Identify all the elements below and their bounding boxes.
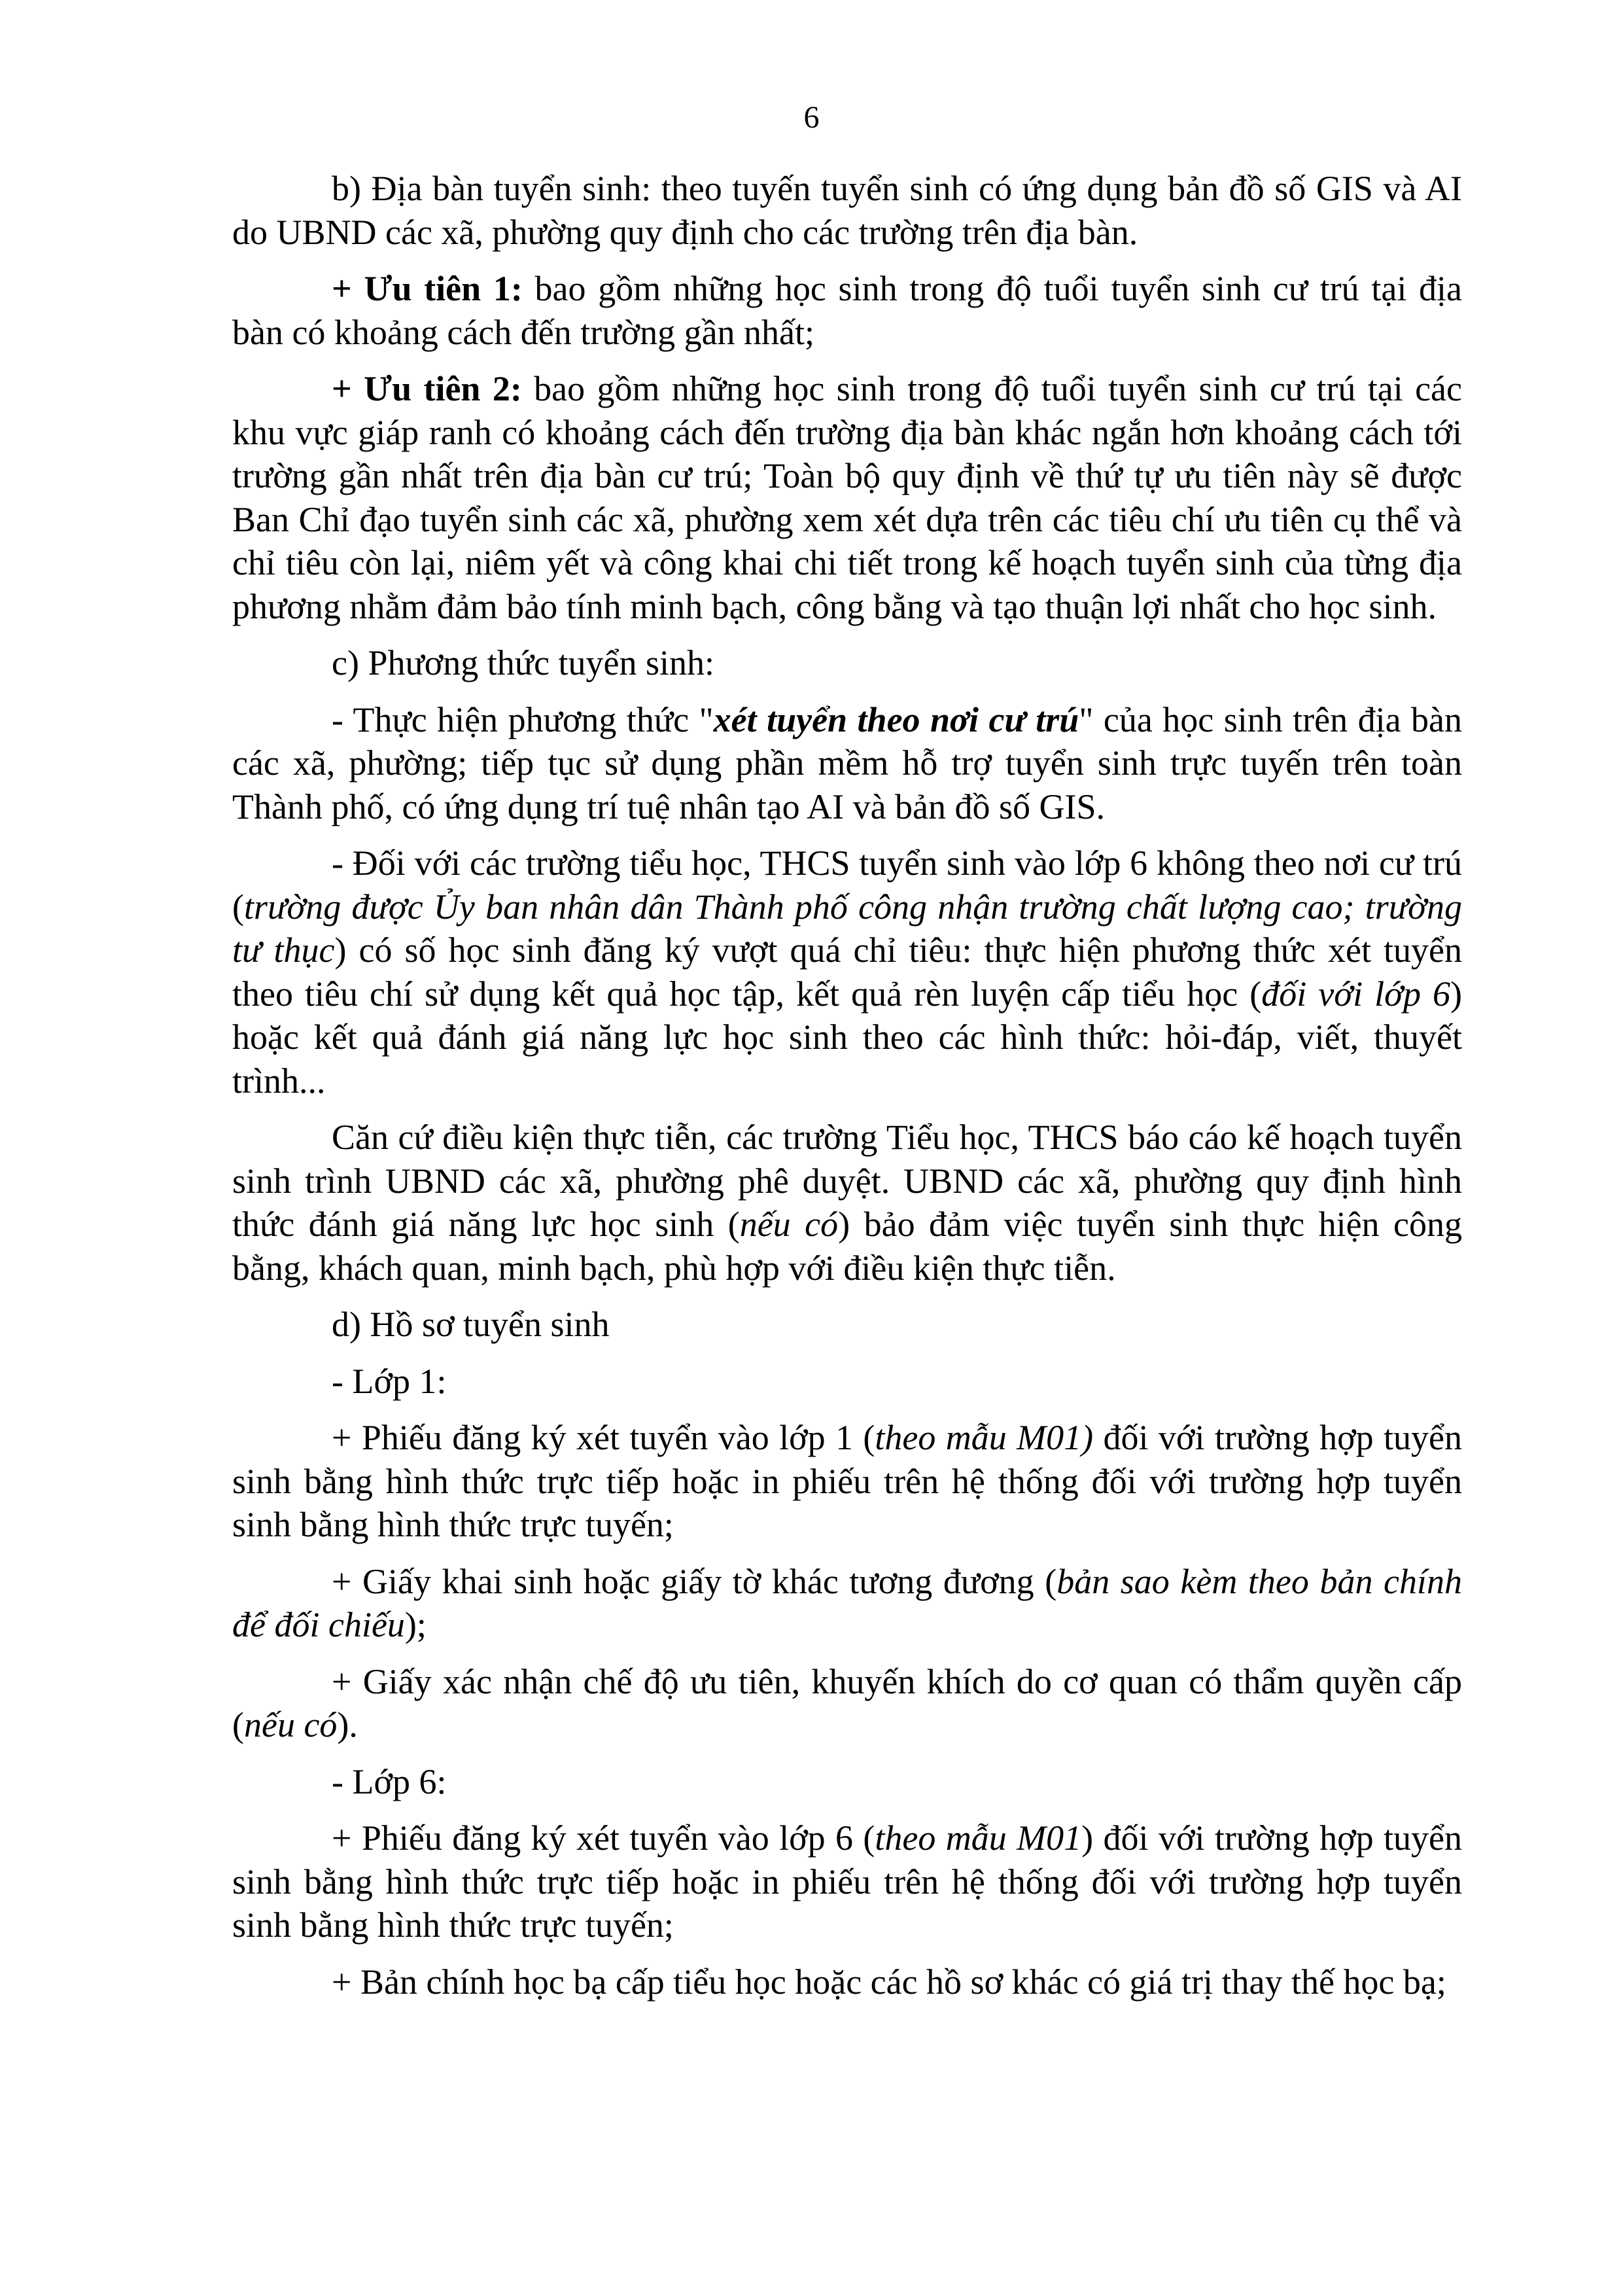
paragraph-text: đối với trường hợp tuyển sinh bằng hình thức trực tiếp hoặc in phiếu trên hệ thống đối với trường hợp tuyển sinh bằng hình thức trực tuyến; [232,1418,1462,1544]
paragraph-text: + Giấy khai sinh hoặc giấy tờ khác tương đương ( [332,1561,1057,1601]
paragraph [232,1116,1462,1290]
emphasized-text: + Ưu tiên 2: [332,369,522,408]
paragraph-text: Căn cứ điều kiện thực tiễn, các trường Tiểu học, THCS báo cáo kế hoạch tuyển sinh trình UBND các xã, phường phê duyệt. UBND các xã, phường quy định hình thức đánh giá năng lực học sinh ( [232,1118,1462,1244]
paragraph [232,1416,1462,1547]
paragraph [232,1816,1462,1947]
paragraph-text: " của học sinh trên địa bàn các xã, phường; tiếp tục sử dụng phần mềm hỗ trợ tuyển sinh trực tuyến trên toàn Thành phố, có ứng dụng trí tuệ nhân tạo AI và bản đồ số GIS. [232,699,1462,826]
italic-text: theo mẫu M01) [875,1418,1094,1457]
paragraph [232,641,1462,685]
paragraph-text: ); [404,1605,427,1644]
paragraph-text: c) Phương thức tuyển sinh: [332,643,715,682]
paragraph-text: d) Hồ sơ tuyển sinh [332,1305,610,1344]
paragraph [232,698,1462,829]
page-number: 6 [803,100,820,135]
paragraph-text: - Thực hiện phương thức " [332,699,714,739]
paragraph-text: - Lớp 6: [332,1761,447,1801]
italic-text: trường được Ủy ban nhân dân Thành phố công nhận trường chất lượng cao; trường tư thục [232,887,1462,970]
paragraph-text: + Phiếu đăng ký xét tuyển vào lớp 1 ( [332,1418,875,1457]
paragraph [232,1303,1462,1347]
emphasized-text: + Ưu tiên 1: [332,269,523,308]
paragraph-text: - Đối với các trường tiểu học, THCS tuyển sinh vào lớp 6 không theo nơi cư trú ( [232,843,1462,927]
paragraph [232,841,1462,1103]
paragraph [232,1660,1462,1747]
paragraph [232,1760,1462,1804]
italic-text: nếu có [739,1205,839,1244]
emphasized-text: xét tuyển theo nơi cư trú [713,699,1079,739]
italic-text: đối với lớp 6 [1261,974,1451,1014]
paragraph-text: ) bảo đảm việc tuyển sinh thực hiện công bằng, khách quan, minh bạch, phù hợp với điều kiện thực tiễn. [232,1205,1463,1288]
paragraph-text: ). [337,1705,358,1744]
paragraph [232,1960,1462,2004]
paragraph-text: ) có số học sinh đăng ký vượt quá chỉ tiêu: thực hiện phương thức xét tuyển theo tiêu chí sử dụng kết quả học tập, kết quả rèn luyện cấp tiểu học ( [232,930,1462,1014]
paragraph [232,167,1462,254]
paragraph [232,1360,1462,1404]
paragraph-text: b) Địa bàn tuyển sinh: theo tuyến tuyển sinh có ứng dụng bản đồ số GIS và AI do UBND các xã, phường quy định cho các trường trên địa bàn. [232,169,1462,252]
paragraph-text: + Giấy xác nhận chế độ ưu tiên, khuyến khích do cơ quan có thẩm quyền cấp ( [232,1661,1462,1744]
paragraph-text: bao gồm những học sinh trong độ tuổi tuyển sinh cư trú tại các khu vực giáp ranh có khoảng cách đến trường địa bàn khác ngắn hơn khoảng cách tới trường gần nhất trên địa bàn cư trú; Toàn bộ quy định về thứ tự ưu tiên này sẽ được Ban Chỉ đạo tuyển sinh các xã, phường xem xét dựa trên các tiêu chí ưu tiên cụ thể và chỉ tiêu còn lại, niêm yết và công khai chi tiết trong kế hoạch tuyển sinh của từng địa phương nhằm đảm bảo tính minh bạch, công bằng và tạo thuận lợi nhất cho học sinh. [232,369,1462,626]
italic-text: theo mẫu M01 [875,1818,1082,1858]
italic-text: bản sao kèm theo bản chính để đối chiếu [232,1561,1462,1644]
paragraph [232,367,1462,628]
document-body [232,167,1462,2017]
paragraph-text: bao gồm những học sinh trong độ tuổi tuyển sinh cư trú tại địa bàn có khoảng cách đến trường gần nhất; [232,269,1463,352]
italic-text: nếu có [243,1705,338,1744]
paragraph-text: + Bản chính học bạ cấp tiểu học hoặc các hồ sơ khác có giá trị thay thế học bạ; [332,1962,1446,2002]
paragraph [232,1560,1462,1647]
paragraph-text: + Phiếu đăng ký xét tuyển vào lớp 6 ( [332,1818,875,1858]
paragraph-text: ) hoặc kết quả đánh giá năng lực học sinh theo các hình thức: hỏi-đáp, viết, thuyết trình... [232,974,1462,1101]
paragraph [232,267,1462,354]
paragraph-text: - Lớp 1: [332,1361,447,1401]
paragraph-text: ) đối với trường hợp tuyển sinh bằng hình thức trực tiếp hoặc in phiếu trên hệ thống đối với trường hợp tuyển sinh bằng hình thức trực tuyến; [232,1818,1463,1945]
